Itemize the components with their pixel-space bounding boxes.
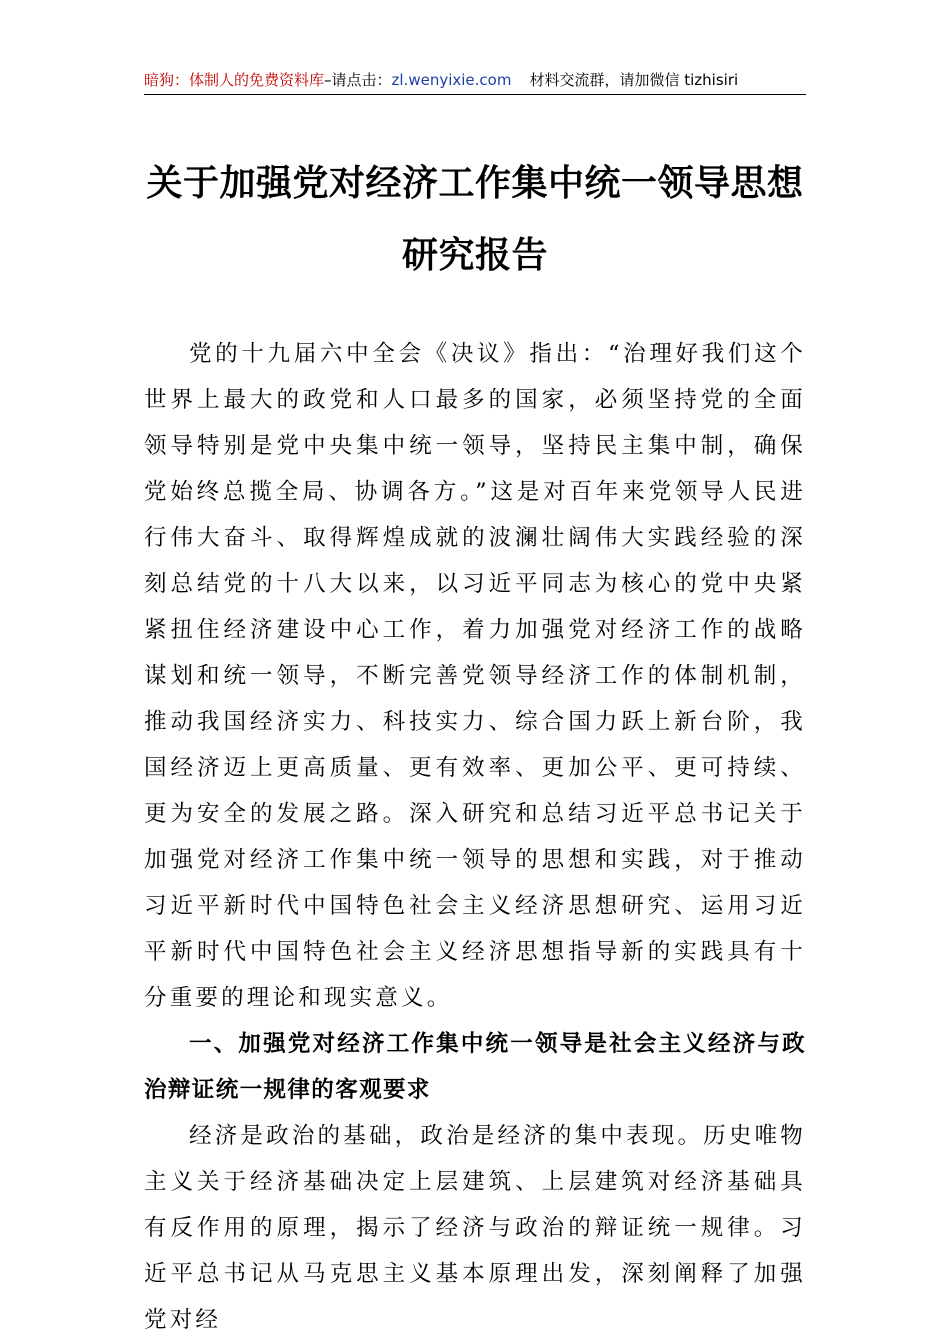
document-title-line-1: 关于加强党对经济工作集中统一领导思想 [146,162,804,204]
paragraph-section-1: 经济是政治的基础，政治是经济的集中表现。历史唯物主义关于经济基础决定上层建筑、上层建筑对经济基础具有反作用的原理，揭示了经济与政治的辩证统一规律。习近平总书记从马克思主义基本原理出发，深刻阐释了加强党对经 [144,1123,806,1333]
document-body [144,331,806,1343]
header-url-link[interactable]: zl.wenyixie.com [391,71,512,89]
document-title-line-2: 研究报告 [401,234,548,276]
header-prompt: –请点击： [324,71,392,89]
header-brand: 暗狗：体制人的免费资料库 [144,71,325,89]
header-contact: 材料交流群，请加微信 tizhisiri [529,71,739,89]
paragraph-intro: 党的十九届六中全会《决议》指出：“治理好我们这个世界上最大的政党和人口最多的国家，必须坚持党的全面领导特别是党中央集中统一领导，坚持民主集中制，确保党始终总揽全局、协调各方。”这是对百年来党领导人民进行伟大奋斗、取得辉煌成就的波澜壮阔伟大实践经验的深刻总结党的十八大以来，以习近平同志为核心的党中央紧紧扭住经济建设中心工作，着力加强党对经济工作的战略谋划和统一领导，不断完善党领导经济工作的体制机制，推动我国经济实力、科技实力、综合国力跃上新台阶，我国经济迈上更高质量、更有效率、更加公平、更可持续、更为安全的发展之路。深入研究和总结习近平总书记关于加强党对经济工作集中统一领导的思想和实践，对于推动习近平新时代中国特色社会主义经济思想研究、运用习近平新时代中国特色社会主义经济思想指导新的实践具有十分重要的理论和现实意义。 [144,341,806,1011]
section-heading-1: 一、加强党对经济工作集中统一领导是社会主义经济与政治辩证统一规律的客观要求 [144,1031,806,1103]
page-header [144,68,806,95]
